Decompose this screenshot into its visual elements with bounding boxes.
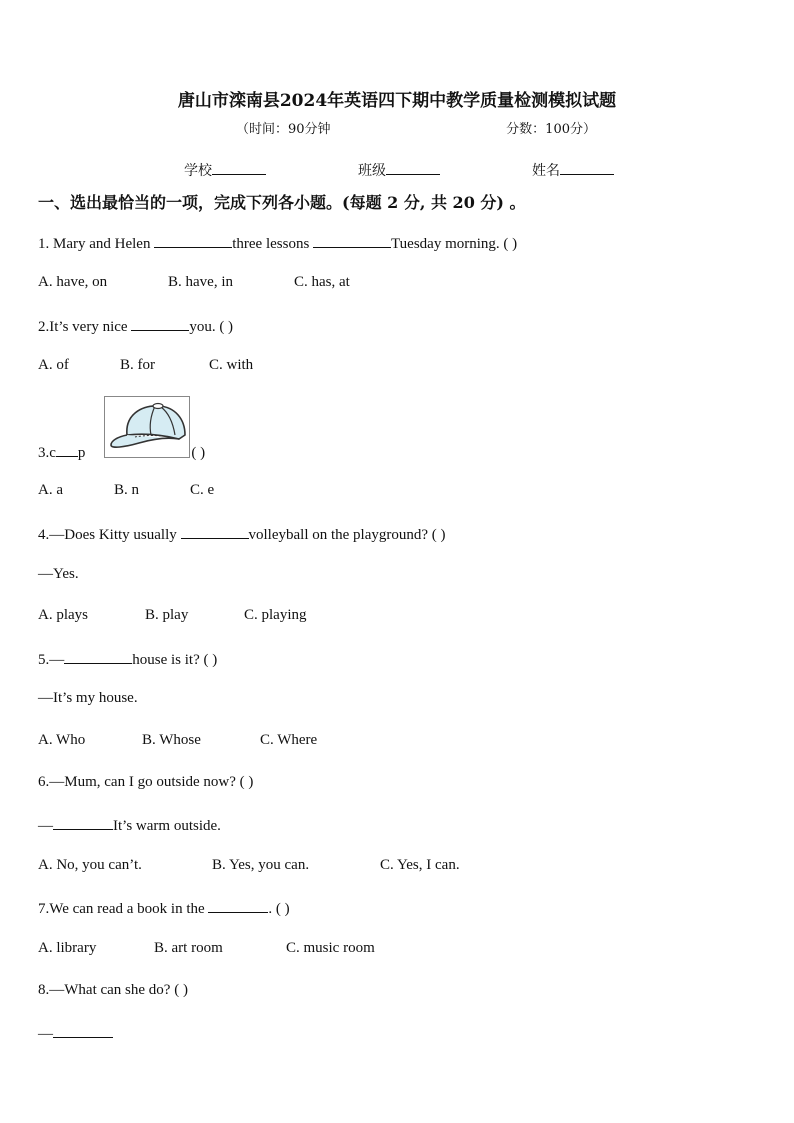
- q5-option-b[interactable]: B. Whose: [142, 732, 201, 748]
- q7-options: [38, 940, 375, 957]
- q8-reply-dash: —: [38, 1026, 53, 1042]
- q3-text-c: ( ): [191, 445, 206, 461]
- q1-option-c[interactable]: C. has, at: [294, 274, 350, 290]
- q2-option-b[interactable]: B. for: [120, 357, 155, 373]
- q6-option-a[interactable]: A. No, you can’t.: [38, 857, 142, 873]
- question-5: [38, 649, 217, 669]
- q3-text-b: p: [77, 445, 86, 461]
- q1-option-b[interactable]: B. have, in: [168, 274, 233, 290]
- q8-reply: [38, 1023, 113, 1043]
- question-4: [38, 524, 446, 544]
- question-7: [38, 898, 290, 918]
- q3-text-a: 3.c: [38, 445, 56, 461]
- class-field[interactable]: [358, 160, 440, 180]
- q6-reply-dash: —: [38, 818, 53, 834]
- q6-reply: [38, 815, 221, 835]
- q1-text-c: Tuesday morning. ( ): [391, 236, 518, 252]
- q2-option-c[interactable]: C. with: [209, 357, 254, 373]
- q8-blank[interactable]: [53, 1023, 113, 1038]
- q5-blank[interactable]: [64, 649, 132, 664]
- q4-options: [38, 607, 307, 624]
- q3-option-a[interactable]: A. a: [38, 482, 63, 498]
- q4-option-c[interactable]: C. playing: [244, 607, 307, 623]
- q6-reply-text: It’s warm outside.: [113, 818, 221, 834]
- q5-option-c[interactable]: C. Where: [260, 732, 318, 748]
- q7-option-c[interactable]: C. music room: [286, 940, 375, 956]
- page-title: 唐山市滦南县2024年英语四下期中教学质量检测模拟试题: [177, 91, 617, 111]
- q6-options: [38, 857, 460, 874]
- school-blank[interactable]: [212, 162, 266, 175]
- q5-text-a: 5.—: [38, 652, 65, 668]
- q7-option-b[interactable]: B. art room: [154, 940, 223, 956]
- question-8: 8.—What can she do? ( ): [38, 982, 188, 998]
- q5-reply: —It’s my house.: [38, 690, 138, 706]
- score-info: 分数：100分）: [506, 122, 596, 137]
- q4-text-b: volleyball on the playground? ( ): [248, 527, 446, 543]
- q2-options: [38, 357, 253, 374]
- q5-option-a[interactable]: A. Who: [38, 732, 86, 748]
- section-1-title: 一、选出最恰当的一项，完成下列各小题。(每题 2 分, 共 20 分) 。: [38, 193, 526, 212]
- q3-option-c[interactable]: C. e: [190, 482, 215, 498]
- q5-text-b: house is it? ( ): [132, 652, 218, 668]
- q7-text-a: 7.We can read a book in the: [38, 901, 209, 917]
- student-fields: [184, 160, 614, 180]
- class-label: 班级: [358, 163, 386, 179]
- q6-option-c[interactable]: C. Yes, I can.: [380, 857, 460, 873]
- q7-option-a[interactable]: A. library: [38, 940, 97, 956]
- q4-text-a: 4.—Does Kitty usually: [38, 527, 181, 543]
- q4-blank[interactable]: [181, 524, 249, 539]
- q1-blank-1[interactable]: [154, 233, 232, 248]
- q2-blank[interactable]: [131, 316, 189, 331]
- time-info: （时间：90分钟: [236, 122, 331, 137]
- q1-text-a: 1. Mary and Helen: [38, 236, 155, 252]
- q7-text-b: . ( ): [268, 901, 290, 917]
- q3-options: [38, 482, 214, 499]
- q6-option-b[interactable]: B. Yes, you can.: [212, 857, 310, 873]
- question-1: [38, 233, 517, 253]
- question-2: [38, 316, 233, 336]
- q1-options: [38, 274, 350, 291]
- q3-option-b[interactable]: B. n: [114, 482, 140, 498]
- q1-text-b: three lessons: [232, 236, 314, 252]
- name-blank[interactable]: [560, 162, 614, 175]
- q7-blank[interactable]: [208, 898, 268, 913]
- q4-option-b[interactable]: B. play: [145, 607, 189, 623]
- exam-info: [236, 118, 596, 137]
- q3-blank[interactable]: [56, 442, 78, 457]
- cap-picture: [104, 396, 190, 458]
- school-field[interactable]: [184, 160, 266, 180]
- q4-reply: —Yes.: [38, 566, 79, 582]
- class-blank[interactable]: [386, 162, 440, 175]
- q1-option-a[interactable]: A. have, on: [38, 274, 108, 290]
- q4-option-a[interactable]: A. plays: [38, 607, 88, 623]
- name-field[interactable]: [532, 160, 614, 180]
- cap-icon: [105, 397, 189, 457]
- question-6: 6.—Mum, can I go outside now? ( ): [38, 774, 254, 790]
- school-label: 学校: [184, 163, 212, 179]
- q2-text-a: 2.It’s very nice: [38, 319, 132, 335]
- q5-options: [38, 732, 317, 749]
- name-label: 姓名: [532, 163, 560, 179]
- q6-blank[interactable]: [53, 815, 113, 830]
- q1-blank-2[interactable]: [313, 233, 391, 248]
- q2-text-b: you. ( ): [189, 319, 234, 335]
- q2-option-a[interactable]: A. of: [38, 357, 69, 373]
